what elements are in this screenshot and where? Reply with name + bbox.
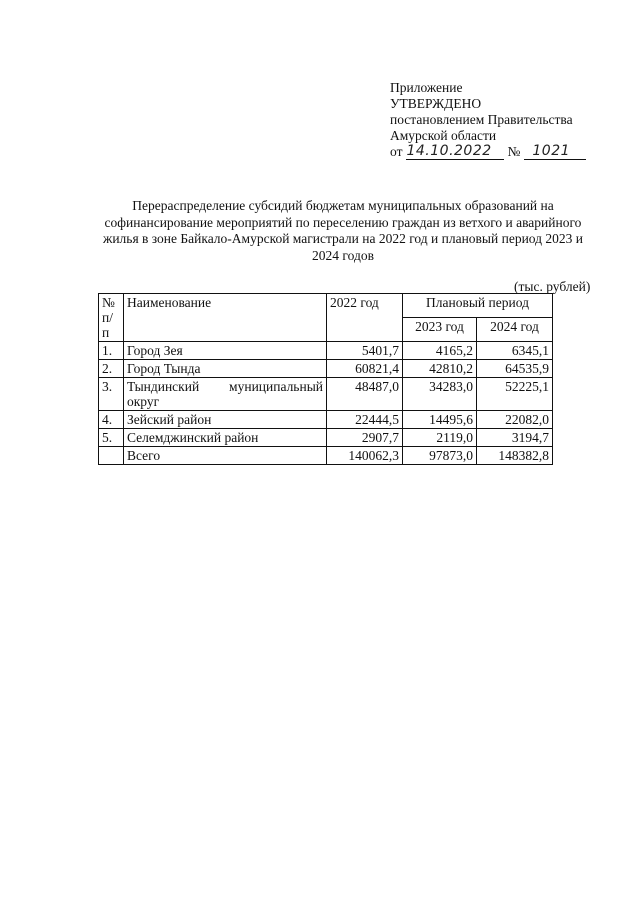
row-2022: 48487,0 [327,378,403,411]
row-name: Зейский район [124,411,327,429]
header-name: Наименование [124,294,327,342]
total-row [99,447,553,465]
row-name: Город Зея [124,342,327,360]
number-label: № [507,144,521,159]
total-num [99,447,124,465]
row-name: Селемджинский район [124,429,327,447]
row-name: Город Тында [124,360,327,378]
row-2022: 22444,5 [327,411,403,429]
row-2024: 3194,7 [477,429,553,447]
row-name [124,378,327,411]
header-2023: 2023 год [403,318,477,342]
row-name-line1: Тындинский муниципальный [127,379,323,394]
row-2023: 2119,0 [403,429,477,447]
header-planned-period: Плановый период [403,294,553,318]
row-name-line2: округ [127,394,160,409]
from-label: от [390,144,403,159]
row-2022: 5401,7 [327,342,403,360]
row-2024: 22082,0 [477,411,553,429]
row-2024: 64535,9 [477,360,553,378]
row-2024: 52225,1 [477,378,553,411]
row-num: 3. [99,378,124,411]
total-2023: 97873,0 [403,447,477,465]
table-row [99,411,553,429]
handwritten-date: 14.10.2022 [406,144,504,160]
total-2022: 140062,3 [327,447,403,465]
row-2023: 14495,6 [403,411,477,429]
resolution-label: постановлением Правительства [390,112,573,127]
row-num: 4. [99,411,124,429]
row-num: 2. [99,360,124,378]
units-label: (тыс. рублей) [514,279,591,294]
header-num: № п/п [99,294,124,342]
row-2022: 60821,4 [327,360,403,378]
appendix-label: Приложение [390,80,463,95]
subsidy-table [98,293,553,465]
row-num: 5. [99,429,124,447]
table-row [99,360,553,378]
handwritten-number: 1021 [524,144,586,160]
row-2022: 2907,7 [327,429,403,447]
table-row [99,429,553,447]
approval-block [390,80,586,160]
header-2024: 2024 год [477,318,553,342]
header-2022: 2022 год [327,294,403,342]
date-number-line [390,144,586,160]
total-label: Всего [124,447,327,465]
document-title: Перераспределение субсидий бюджетам муниципальных образований на софинансирование мероприятий по переселению граждан из ветхого и аварийного жилья в зоне Байкало-Амурской магистрали на 2022 год и плановый период 2023 и 2024 годов [103,198,583,263]
approved-label: УТВЕРЖДЕНО [390,96,482,111]
row-2024: 6345,1 [477,342,553,360]
row-2023: 42810,2 [403,360,477,378]
authority-label: Амурской области [390,128,497,143]
row-2023: 34283,0 [403,378,477,411]
table-row [99,342,553,360]
total-2024: 148382,8 [477,447,553,465]
row-2023: 4165,2 [403,342,477,360]
table-row [99,378,553,411]
header-row [99,294,553,318]
row-num: 1. [99,342,124,360]
